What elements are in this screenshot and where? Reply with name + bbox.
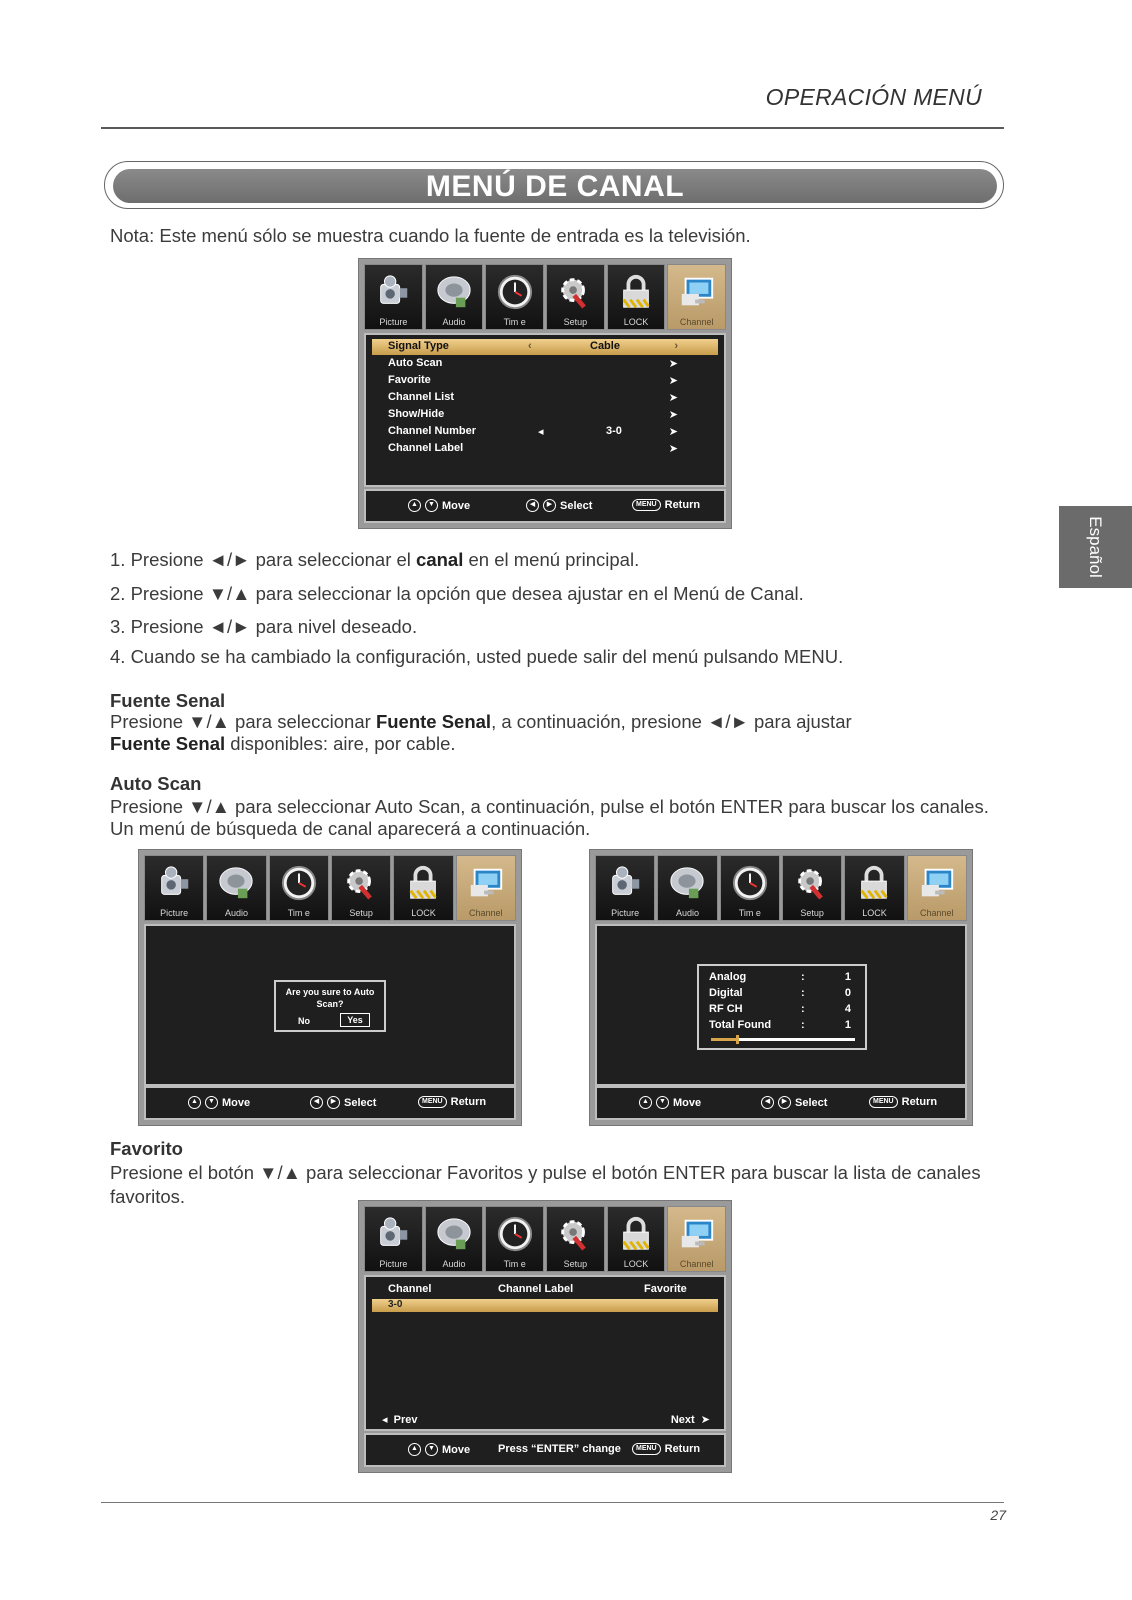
scan-result-label: Digital xyxy=(709,987,743,999)
right-arrow-icon: ➤ xyxy=(668,426,678,438)
tab-audio[interactable] xyxy=(425,264,484,330)
right-arrow-icon: ➤ xyxy=(668,409,678,421)
scan-result-separator: : xyxy=(801,987,805,999)
scan-progress-knob xyxy=(736,1035,739,1044)
left-arrow-icon: ◂ xyxy=(538,426,544,438)
left-button-icon: ◀ xyxy=(310,1096,323,1109)
clock-icon xyxy=(731,864,769,902)
tab-label: Setup xyxy=(800,908,824,918)
scan-result-value: 4 xyxy=(844,1003,851,1015)
fuente-heading: Fuente Senal xyxy=(110,690,226,711)
tab-setup[interactable] xyxy=(331,855,391,921)
tab-picture[interactable] xyxy=(595,855,655,921)
page-title: MENÚ DE CANAL xyxy=(425,170,685,203)
tab-label: Setup xyxy=(563,1259,588,1269)
audio-icon xyxy=(668,864,706,902)
picture-icon xyxy=(374,1215,412,1253)
scan-result-row xyxy=(709,1019,855,1033)
down-button-icon: ▼ xyxy=(656,1096,669,1109)
audio-icon xyxy=(435,1215,473,1253)
header-divider xyxy=(101,127,1004,129)
audio-icon xyxy=(435,273,473,311)
tab-label: Tim e xyxy=(738,908,761,918)
channel-monitor-icon xyxy=(678,1215,716,1253)
right-button-icon: ▶ xyxy=(327,1096,340,1109)
tv-favorite-list xyxy=(358,1200,732,1473)
down-button-icon: ▼ xyxy=(425,499,438,512)
left-button-icon: ◀ xyxy=(761,1096,774,1109)
menu-item-show-hide[interactable]: Show/Hide ➤ xyxy=(388,408,678,421)
tab-picture[interactable] xyxy=(364,264,423,330)
tab-label: Audio xyxy=(224,908,248,918)
tab-lock[interactable] xyxy=(607,264,666,330)
tv-footer: ▲ ▼ Move ◀ ▶ Select MENU Return xyxy=(144,1086,516,1120)
audio-icon xyxy=(217,864,255,902)
scan-result-label: Total Found xyxy=(709,1019,772,1031)
note-text: Nota: Este menú sólo se muestra cuando la fuente de entrada es la televisión. xyxy=(110,225,751,246)
clock-icon xyxy=(280,864,318,902)
autoscan-heading: Auto Scan xyxy=(110,773,202,794)
right-arrow-icon: ➤ xyxy=(668,443,678,455)
tab-label: Tim e xyxy=(287,908,310,918)
tab-audio[interactable] xyxy=(657,855,717,921)
clock-icon xyxy=(496,1215,534,1253)
dialog-question: Are you sure to Auto xyxy=(285,987,375,997)
tab-lock[interactable] xyxy=(393,855,453,921)
menu-item-favorite[interactable]: Favorite ➤ xyxy=(388,374,678,387)
gear-icon xyxy=(793,864,831,902)
scan-result-value: 1 xyxy=(844,971,851,983)
scan-result-value: 0 xyxy=(844,987,851,999)
right-button-icon: ▶ xyxy=(543,499,556,512)
prev-page-button[interactable]: ◂ Prev xyxy=(382,1414,418,1426)
column-header-favorite: Favorite xyxy=(644,1283,687,1295)
tv-channel-menu xyxy=(358,258,732,529)
menu-key-icon: MENU xyxy=(418,1096,447,1108)
picture-icon xyxy=(606,864,644,902)
tab-label: Audio xyxy=(442,1259,466,1269)
up-button-icon: ▲ xyxy=(188,1096,201,1109)
clock-icon xyxy=(496,273,534,311)
table-row[interactable] xyxy=(372,1299,718,1312)
channel-menu-body xyxy=(364,333,726,487)
tab-audio[interactable] xyxy=(206,855,266,921)
autoscan-line-2: Un menú de búsqueda de canal aparecerá a continuación. xyxy=(110,818,591,839)
scan-result-value: 1 xyxy=(844,1019,851,1031)
menu-key-icon: MENU xyxy=(632,499,661,511)
scan-result-separator: : xyxy=(801,1003,805,1015)
tab-time[interactable] xyxy=(720,855,780,921)
tab-picture[interactable] xyxy=(364,1206,423,1272)
step-1: 1. Presione ◄/► para seleccionar el canal en el menú principal. xyxy=(110,549,640,570)
section-title: OPERACIÓN MENÚ xyxy=(765,84,982,110)
main-menu-tabs xyxy=(595,855,967,921)
tab-audio[interactable] xyxy=(425,1206,484,1272)
menu-key-icon: MENU xyxy=(632,1443,661,1455)
language-tab-label: Español xyxy=(1086,516,1105,578)
tab-label: Channel xyxy=(920,908,954,918)
down-button-icon: ▼ xyxy=(205,1096,218,1109)
right-arrow-icon: ➤ xyxy=(668,375,678,387)
tab-label: Channel xyxy=(679,317,714,327)
tab-label: Tim e xyxy=(503,1259,526,1269)
step-3: 3. Presione ◄/► para nivel deseado. xyxy=(110,616,418,637)
autoscan-confirm-body xyxy=(144,924,516,1086)
lock-icon xyxy=(617,273,655,311)
tv-footer: ▲ ▼ Move ◀ ▶ Select MENU Return xyxy=(364,489,726,523)
favorite-list-body xyxy=(364,1275,726,1431)
left-arrow-icon: ◂ xyxy=(382,1414,388,1426)
fuente-line-1: Presione ▼/▲ para seleccionar Fuente Senal, a continuación, presione ◄/► para ajustar xyxy=(110,711,852,732)
channel-monitor-icon xyxy=(678,273,716,311)
tab-label: Picture xyxy=(379,317,408,327)
tv-footer: ▲ ▼ Move ◀ ▶ Select MENU Return xyxy=(595,1086,967,1120)
favorito-line-1: Presione el botón ▼/▲ para seleccionar Favoritos y pulse el botón ENTER para buscar la lista de canales xyxy=(110,1162,981,1183)
right-arrow-icon: › xyxy=(674,340,678,352)
lock-icon xyxy=(617,1215,655,1253)
up-button-icon: ▲ xyxy=(639,1096,652,1109)
tab-setup[interactable] xyxy=(546,264,605,330)
step-2: 2. Presione ▼/▲ para seleccionar la opción que desea ajustar en el Menú de Canal. xyxy=(110,583,804,604)
scan-result-separator: : xyxy=(801,1019,805,1031)
up-button-icon: ▲ xyxy=(408,499,421,512)
tab-label: Tim e xyxy=(503,317,526,327)
tab-label: Setup xyxy=(563,317,588,327)
tab-setup[interactable] xyxy=(546,1206,605,1272)
dialog-no-button[interactable]: No xyxy=(298,1016,310,1026)
gear-icon xyxy=(342,864,380,902)
tv-footer: ▲ ▼ Move Press “ENTER” change MENU Return xyxy=(364,1433,726,1467)
step-4: 4. Cuando se ha cambiado la configuración, usted puede salir del menú pulsando MENU. xyxy=(110,646,844,667)
scan-result-row xyxy=(709,971,855,985)
fuente-line-2: Fuente Senal disponibles: aire, por cable. xyxy=(110,733,456,754)
tv-autoscan-results xyxy=(589,849,973,1126)
scan-progress-fill xyxy=(711,1038,737,1041)
favorito-line-2: favoritos. xyxy=(110,1186,186,1207)
tab-label: Picture xyxy=(160,908,189,918)
left-arrow-icon: ‹ xyxy=(528,340,532,352)
tab-label: Channel xyxy=(469,908,503,918)
dialog-question-2: Scan? xyxy=(316,999,344,1009)
column-header-channel-label: Channel Label xyxy=(498,1283,574,1295)
main-menu-tabs xyxy=(364,264,726,330)
row-channel: 3-0 xyxy=(388,1299,403,1310)
dialog-yes-button[interactable]: Yes xyxy=(340,1013,370,1027)
right-arrow-icon: ➤ xyxy=(700,1414,710,1426)
tab-channel[interactable] xyxy=(907,855,967,921)
menu-item-auto-scan[interactable]: Auto Scan ➤ xyxy=(388,357,678,370)
down-button-icon: ▼ xyxy=(425,1443,438,1456)
scan-progress-track xyxy=(711,1038,855,1041)
menu-item-channel-list[interactable]: Channel List ➤ xyxy=(388,391,678,404)
channel-monitor-icon xyxy=(918,864,956,902)
channel-monitor-icon xyxy=(467,864,505,902)
autoscan-results-body xyxy=(595,924,967,1086)
scan-result-row xyxy=(709,987,855,1001)
tab-label: Setup xyxy=(349,908,373,918)
tab-channel[interactable] xyxy=(667,264,726,330)
picture-icon xyxy=(374,273,412,311)
tab-label: Channel xyxy=(679,1259,714,1269)
scan-result-label: RF CH xyxy=(709,1003,743,1015)
tv-autoscan-confirm xyxy=(138,849,522,1126)
footer-divider xyxy=(101,1502,1004,1503)
column-header-channel: Channel xyxy=(388,1283,432,1295)
tab-channel[interactable] xyxy=(667,1206,726,1272)
tab-label: Audio xyxy=(442,317,466,327)
scan-result-separator: : xyxy=(801,971,805,983)
tab-picture[interactable] xyxy=(144,855,204,921)
gear-icon xyxy=(556,1215,594,1253)
tab-label: LOCK xyxy=(411,908,436,918)
lock-icon xyxy=(855,864,893,902)
scan-result-row xyxy=(709,1003,855,1017)
scan-result-label: Analog xyxy=(709,971,747,983)
press-enter-hint: Press “ENTER” change xyxy=(498,1443,621,1455)
right-button-icon: ▶ xyxy=(778,1096,791,1109)
confirm-dialog xyxy=(274,980,386,1032)
scan-results-panel xyxy=(697,964,867,1050)
tab-label: Picture xyxy=(611,908,640,918)
main-menu-tabs xyxy=(364,1206,726,1272)
menu-key-icon: MENU xyxy=(869,1096,898,1108)
menu-item-channel-label[interactable]: Channel Label ➤ xyxy=(388,442,678,455)
menu-item-signal-type[interactable]: Signal Type ‹ Cable › xyxy=(372,339,718,355)
picture-icon xyxy=(155,864,193,902)
tab-label: LOCK xyxy=(623,1259,649,1269)
tab-setup[interactable] xyxy=(782,855,842,921)
tab-label: LOCK xyxy=(862,908,887,918)
language-tab xyxy=(1059,506,1132,588)
up-button-icon: ▲ xyxy=(408,1443,421,1456)
tab-label: Audio xyxy=(675,908,699,918)
page-number: 27 xyxy=(990,1507,1006,1523)
left-button-icon: ◀ xyxy=(526,499,539,512)
menu-item-channel-number[interactable]: Channel Number ◂ 3-0 ➤ xyxy=(388,425,678,438)
tab-lock[interactable] xyxy=(844,855,904,921)
tab-lock[interactable] xyxy=(607,1206,666,1272)
favorito-heading: Favorito xyxy=(110,1138,183,1159)
autoscan-line-1: Presione ▼/▲ para seleccionar Auto Scan, a continuación, pulse el botón ENTER para buscar los canales. xyxy=(110,796,989,817)
tab-time[interactable] xyxy=(485,1206,544,1272)
next-page-button[interactable]: Next ➤ xyxy=(670,1414,710,1426)
tab-label: Picture xyxy=(379,1259,408,1269)
tab-time[interactable] xyxy=(269,855,329,921)
gear-icon xyxy=(556,273,594,311)
tab-channel[interactable] xyxy=(456,855,516,921)
right-arrow-icon: ➤ xyxy=(668,358,678,370)
tab-time[interactable] xyxy=(485,264,544,330)
lock-icon xyxy=(404,864,442,902)
tab-label: LOCK xyxy=(623,317,649,327)
main-menu-tabs xyxy=(144,855,516,921)
right-arrow-icon: ➤ xyxy=(668,392,678,404)
